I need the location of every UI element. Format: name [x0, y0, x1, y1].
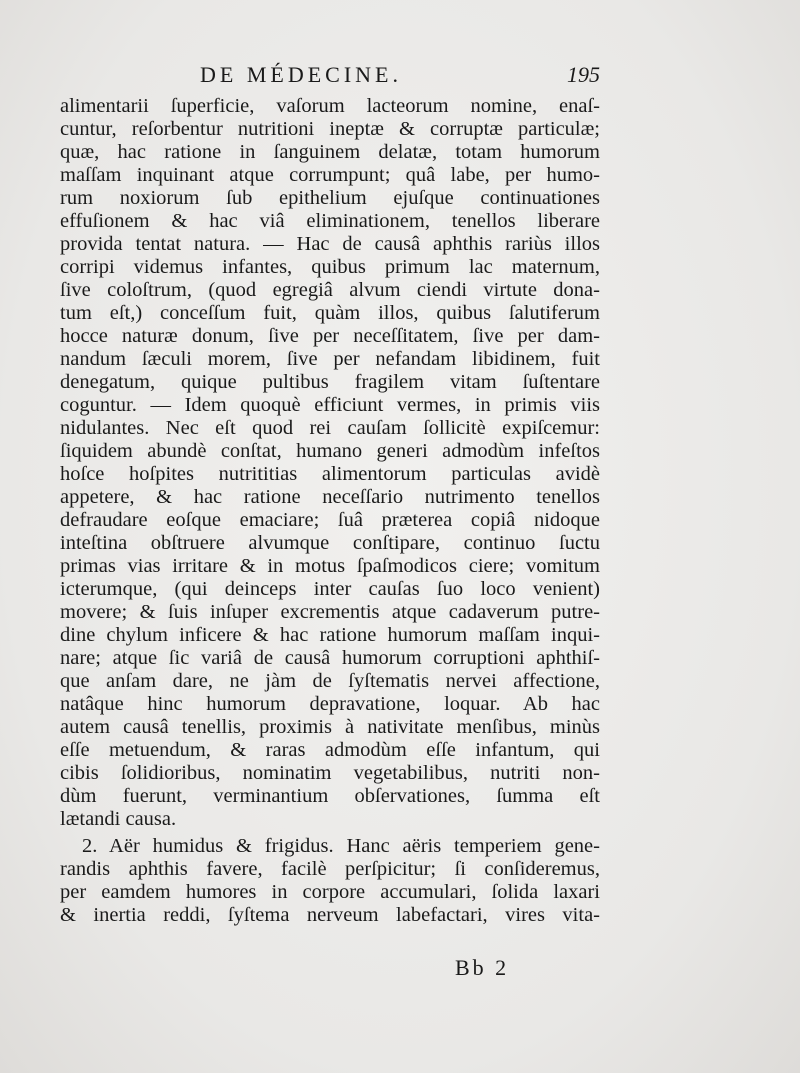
body-text — [60, 95, 600, 927]
text-line: provida tentat natura. — Hac de causâ aphthis rariùs illos — [60, 233, 600, 255]
text-line: & inertia reddi, ſyſtema nerveum labefactari, vires vita- — [60, 904, 600, 926]
text-line: appetere, & hac ratione neceſſario nutrimento tenellos — [60, 486, 600, 508]
page-number: 195 — [567, 62, 600, 87]
text-line: defraudare eoſque emaciare; ſuâ præterea copiâ nidoque — [60, 509, 600, 531]
text-line: rum noxiorum ſub epithelium ejuſque continuationes — [60, 187, 600, 209]
text-line: alimentarii ſuperficie, vaſorum lacteorum nomine, enaſ- — [60, 95, 600, 117]
text-line: denegatum, quique pultibus fragilem vitam ſuſtentare — [60, 371, 600, 393]
text-line: randis aphthis favere, facilè perſpicitur; ſi conſideremus, — [60, 858, 600, 880]
text-line: nandum ſæculi morem, ſive per nefandam libidinem, fuit — [60, 348, 600, 370]
text-line: lætandi causa. — [60, 808, 177, 830]
text-line: cuntur, reſorbentur nutritioni ineptæ & corruptæ particulæ; — [60, 118, 600, 140]
text-line: eſſe metuendum, & raras admodùm eſſe infantum, qui — [60, 739, 600, 761]
text-line: icterumque, (qui deinceps inter cauſas ſuo loco venient) — [60, 578, 600, 600]
signature-mark: Bb 2 — [455, 955, 510, 980]
text-line: ſive coloſtrum, (quod egregiâ alvum ciendi virtute dona- — [60, 279, 600, 301]
text-line: effuſionem & hac viâ eliminationem, tenellos liberare — [60, 210, 600, 232]
text-line: que anſam dare, ne jàm de ſyſtematis nervei affectione, — [60, 670, 600, 692]
text-line: autem causâ tenellis, proximis à nativitate menſibus, minùs — [60, 716, 600, 738]
text-line: corripi videmus infantes, quibus primum lac maternum, — [60, 256, 600, 278]
text-line: quæ, hac ratione in ſanguinem delatæ, totam humorum — [60, 141, 600, 163]
text-line: dine chylum inficere & hac ratione humorum maſſam inqui- — [60, 624, 600, 646]
text-line: primas vias irritare & in motus ſpaſmodicos ciere; vomitum — [60, 555, 600, 577]
text-line: per eamdem humores in corpore accumulari, ſolida laxari — [60, 881, 600, 903]
text-line: coguntur. — Idem quoquè efficiunt vermes, in primis viis — [60, 394, 600, 416]
text-line: tum eſt,) conceſſum fuit, quàm illos, quibus ſalutiferum — [60, 302, 600, 324]
text-line: hocce naturæ donum, ſive per neceſſitatem, ſive per dam- — [60, 325, 600, 347]
text-line: maſſam inquinant atque corrumpunt; quâ labe, per humo- — [60, 164, 600, 186]
text-line: inteſtina obſtruere alvumque conſtipare, continuo ſuctu — [60, 532, 600, 554]
text-line: ſiquidem abundè conſtat, humano generi admodùm infeſtos — [60, 440, 600, 462]
running-title: DE MÉDECINE. — [200, 62, 402, 87]
text-line: natâque hinc humorum depravatione, loquar. Ab hac — [60, 693, 600, 715]
text-line: cibis ſolidioribus, nominatim vegetabilibus, nutriti non- — [60, 762, 600, 784]
paragraph-2 — [60, 835, 600, 927]
text-line: nare; atque ſic variâ de causâ humorum corruptioni aphthiſ- — [60, 647, 600, 669]
paragraph-1 — [60, 95, 600, 831]
text-line: dùm fuerunt, verminantium obſervationes, ſumma eſt — [60, 785, 600, 807]
text-line: 2. Aër humidus & frigidus. Hanc aëris temperiem gene- — [82, 835, 600, 857]
text-line: nidulantes. Nec eſt quod rei cauſam ſollicitè expiſcemur: — [60, 417, 600, 439]
text-line: movere; & ſuis inſuper excrementis atque cadaverum putre- — [60, 601, 600, 623]
text-line: hoſce hoſpites nutrititias alimentorum particulas avidè — [60, 463, 600, 485]
running-head — [60, 62, 600, 92]
